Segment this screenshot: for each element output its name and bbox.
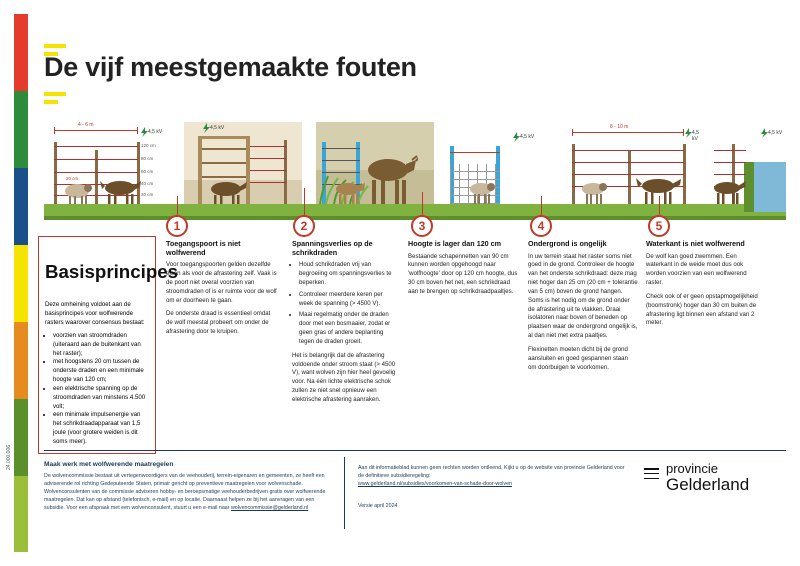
scene-panel-waterside <box>710 122 786 220</box>
item-1-column <box>166 240 278 342</box>
item-2-bullet: • Controleer meerdere keren per week de spanning (> 4500 V). <box>299 291 396 309</box>
scene-panel-vegetation <box>316 122 434 220</box>
voltage-label-4: 4,5 kV <box>520 134 535 140</box>
wolf-silhouette <box>710 178 746 204</box>
item-4-paragraph: In uw terrein staat het raster soms niet goed in de grond. Controleer de hoogte van het onderste schrikdraad: deze mag niet hoger dan 25 cm (20 cm + tolerantie van 5 cm) boven de grond hangen. Soms is het nodig om de grond onder de afrastering uit te vlakken. Draai isolatoren naar boven of beneden op plaatsen waar de ondergrond ongelijk is, al dan niet met extra paaltjes. <box>528 252 638 340</box>
item-4-paragraph: Flexinetten moeten dicht bij de grond aansluiten en goed gespannen staan om doorbuigen te voorkomen. <box>528 345 628 371</box>
marker-3: 3 <box>411 215 433 237</box>
item-2-bullet: • Maai regelmatig onder de draden door met een bosmaaier, zodat er geen gras of andere beplanting tegen de draden groeit. <box>299 311 396 346</box>
basisprincipes-bullet: • voorzien van stroomdraden (uiteraard aan de buitenkant van het raster); <box>53 332 149 358</box>
marker-1: 1 <box>166 215 188 237</box>
item-2-bullet: • Houd schrikdraden vrij van begroeiing om spanningsverlies te beperken. <box>299 261 396 287</box>
basisprincipes-box <box>38 236 179 454</box>
basisprincipes-bullet: • met hoogstens 20 cm tussen de onderste draden en een minimale hoogte van 120 cm; <box>53 358 149 384</box>
provincie-gelderland-logo <box>666 462 786 493</box>
logo-line-1: provincie <box>666 461 719 476</box>
basisprincipes-bullet: • een elektrische spanning op de stroomdraden van minstens 4.500 volt; <box>53 385 149 411</box>
title-rules-bottom <box>44 92 66 104</box>
side-code: 24.000.006 <box>6 444 12 470</box>
wire-height-80: 80 cm <box>141 156 154 161</box>
spacing-label: 20 cm <box>66 176 79 181</box>
footer-right-text: Aan dit informatieblad kunnen geen rechten worden ontleend. Kijkt u op de website van provincie Gelderland voor de definitieve subsidieregeling: <box>358 465 625 479</box>
marker-2: 2 <box>293 215 315 237</box>
bolt-icon <box>761 128 768 138</box>
page-title: De vijf meestgemaakte fouten <box>44 52 417 82</box>
bolt-icon <box>685 128 692 138</box>
item-2-heading: Spanningsverlies op de schrikdraden <box>292 239 373 257</box>
wire-height-40: 40 cm <box>141 181 154 186</box>
item-4-heading: Ondergrond is ongelijk <box>528 239 607 248</box>
color-bar <box>14 14 28 552</box>
footer-version: Versie april 2024 <box>358 502 398 509</box>
voltage-label-6: 4,5 kV <box>768 130 783 136</box>
item-4-column <box>528 240 638 377</box>
voltage-label-2: 4,5 kV <box>210 125 225 131</box>
item-5-column <box>646 240 758 333</box>
footer-website-link[interactable]: www.gelderland.nl/subsidies/voorkomen-van-schade-door-wolven <box>358 480 512 487</box>
footer-left-text: De wolvencommissie bestaat uit vertegenwoordigers van de veehouderij, terrein-eigenaren en gemeenten, ze heeft een adviserende rol richting Gedeputeerde Staten, primair gericht op preventieve maatregelen voor wolvenschade. Wolvenconsulenten van de commissie adviseren hobby- en beroepsmatige veehouderbedrijven gratis over wolfwerende maatregelen. Dat kan op afstand (telefonisch, e-mail) en op locatie. Daarnaast helpen ze bij het aanvragen van een subsidie. Voor een afspraak met een wolvenconsulent, stuurt u een e-mail naar <box>44 472 326 511</box>
footer-heading: Maak werk met wolfwerende maatregelen <box>44 461 174 468</box>
dim-label-1: 4 - 6 m <box>78 122 94 128</box>
item-2-column <box>292 240 396 410</box>
marker-5: 5 <box>648 215 670 237</box>
item-2-paragraph: Het is belangrijk dat de afrastering voldoende onder stroom staat (> 4500 V), want wolven zijn hier heel gevoelig voor. Na één lichte elektrische schok zullen ze niet snel opnieuw een elektrische afrastering aanraken. <box>292 351 396 403</box>
item-1-paragraph: De onderste draad is essentieel omdat de wolf meestal probeert om onder de afrastering door te kruipen. <box>166 310 271 336</box>
sheep-silhouette <box>578 180 610 204</box>
bolt-icon <box>141 127 148 137</box>
sheep-silhouette <box>466 180 498 204</box>
bolt-icon <box>203 123 210 133</box>
item-3-heading: Hoogte is lager dan 120 cm <box>408 239 502 248</box>
logo-line-2: Gelderland <box>666 474 750 494</box>
item-5-paragraph: Check ook of er geen opstapmogelijkheid (boomstronk) hoger dan 30 cm buiten de afrastering ligt binnen een afstand van 2 meter. <box>646 292 758 327</box>
item-3-column <box>408 240 518 302</box>
scene-panel-gate <box>184 122 302 220</box>
footer-email-link[interactable]: wolvencommissie@gelderland.nl <box>230 504 309 511</box>
basisprincipes-heading: Basisprincipes <box>45 260 179 282</box>
item-1-paragraph: Voor toegangspoorten gelden dezelfde eisen als voor de afrastering zelf. Vaak is de poort niet overal voorzien van stroomdraden of is er ruimte voor de wolf om er doorheen te gaan. <box>166 261 277 304</box>
voltage-label-5: 4,5 kV <box>692 130 699 142</box>
calf-silhouette <box>332 180 366 204</box>
basisprincipes-intro: Deze omheining voldoet aan de basisprincipes voor wolfwerende rasters waarover consensus bestaat: <box>45 301 145 327</box>
voltage-label-1: 4,5 kV <box>148 129 163 135</box>
wire-height-60: 60 cm <box>141 169 154 174</box>
scene-panel-basisprincipes <box>44 122 166 220</box>
illustration-band <box>44 122 786 222</box>
item-1-heading: Toegangspoort is niet wolfwerend <box>166 239 241 257</box>
sheep-silhouette <box>60 182 94 204</box>
item-5-heading: Waterkant is niet wolfwerend <box>646 239 745 248</box>
wolf-silhouette <box>206 178 248 204</box>
marker-4: 4 <box>530 215 552 237</box>
bolt-icon <box>513 132 520 142</box>
basisprincipes-bullet: • een minimale impulsenergie van het schrikdraadapparaat van 1,5 joule (voor grotere weiden is dit soms meer). <box>53 411 149 446</box>
cow-silhouette <box>362 152 418 204</box>
logo-bars-icon <box>644 468 659 482</box>
wire-height-20: 20 cm <box>141 192 154 197</box>
scene-panel-uneven-ground <box>564 122 704 220</box>
scene-panel-low-fence <box>444 122 552 220</box>
wire-height-120: 120 cm <box>141 143 156 148</box>
dim-label-5: 8 - 10 m <box>610 124 629 130</box>
wolf-silhouette <box>100 176 142 204</box>
item-5-paragraph: De wolf kan goed zwemmen. Een waterkant in de weide moet dus ook worden voorzien van een wolfwerend raster. <box>646 252 747 287</box>
item-3-paragraph: Bestaande schapennetten van 90 cm kunnen worden opgehoogd naar 'wolfhoogte' door op 120 cm hoogte, dus 30 cm boven het net, een schrikdraad aan te brengen op schrikdraadpaaltjes. <box>408 252 518 295</box>
